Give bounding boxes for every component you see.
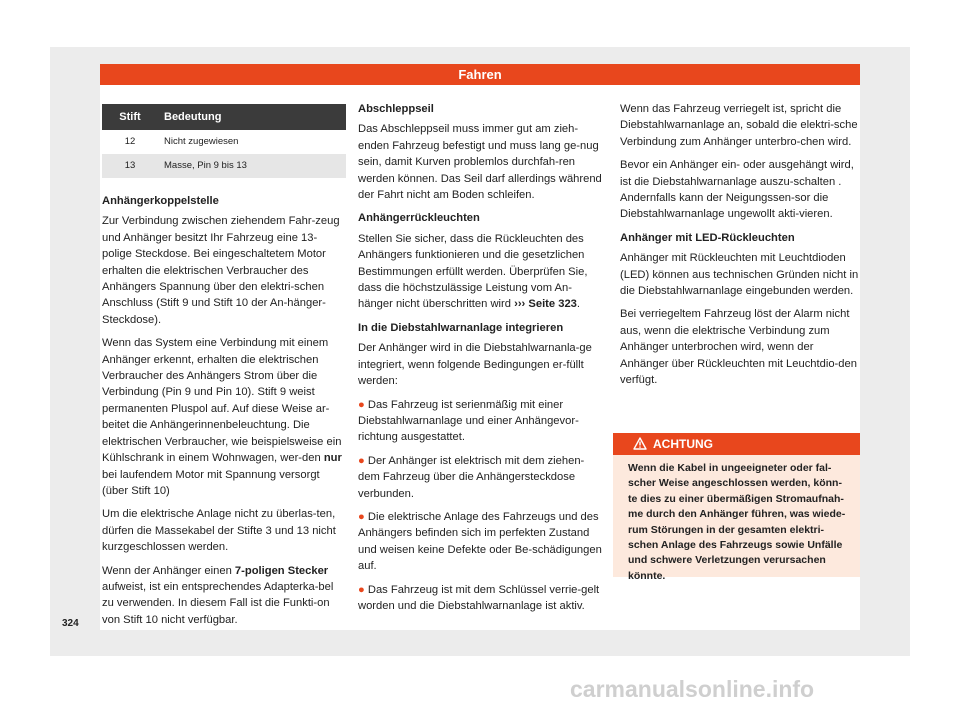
table-cell-meaning: Masse, Pin 9 bis 13 — [158, 154, 346, 178]
heading-abschleppseil: Abschleppseil — [358, 103, 434, 115]
heading-anhaengerrueckleuchten: Anhängerrückleuchten — [358, 212, 480, 225]
warning-title: ACHTUNG — [653, 437, 713, 451]
warning-triangle-icon — [633, 437, 647, 450]
page-reference-link[interactable]: ››› Seite 323 — [514, 298, 577, 311]
table-cell-pin: 13 — [102, 154, 158, 178]
table-cell-pin: 12 — [102, 130, 158, 154]
watermark: carmanualsonline.info — [570, 676, 815, 702]
emphasis: 7-poligen Stecker — [234, 564, 329, 577]
paragraph: Das Abschleppseil muss immer gut am zieh-enden Fahrzeug befestigt und muss lang ge-nug sein, damit Kurven problemlos durchfah-ren werden können. Das Seil darf allerdings während der Fahrt nicht am Boden schleifen. — [358, 123, 602, 202]
pin-table — [102, 104, 346, 178]
table-header-meaning: Bedeutung — [158, 104, 346, 130]
bullet-icon: ● — [358, 398, 365, 411]
list-item: ● Die elektrische Anlage des Fahrzeugs und des Anhängers befinden sich im perfekten Zustand und weisen keine Defekte oder Be-schädigungen auf. — [358, 510, 602, 573]
bullet-icon: ● — [358, 454, 365, 467]
heading-diebstahlwarnanlage: In die Diebstahlwarnanlage integrieren — [358, 321, 564, 334]
paragraph: Wenn das System eine Verbindung mit einem Anhänger erkennt, erhalten die elektrischen Verbraucher des Anhängers Strom über die Verbindung (Pin 9 und Pin 10). Stift 9 weist permanenten Pluspol auf. Auf diese Weise ar-beitet die Anhängerinnenbeleuchtung. Die elektrischen Verbraucher, wie beispielsweise ein Kühlschrank in einem Wohnwagen, wer-den nur bei laufendem Motor mit Spannung versorgt (über Stift 10) — [102, 337, 342, 497]
paragraph: Wenn das Fahrzeug verriegelt ist, spricht die Diebstahlwarnanlage an, sobald die elektri-sche Verbindung zum Anhänger unterbro-chen wird. — [620, 103, 858, 148]
table-row — [102, 154, 346, 178]
paragraph: Zur Verbindung zwischen ziehendem Fahr-zeug und Anhänger besitzt Ihr Fahrzeug eine 13-polige Steckdose. Bei eingeschaltetem Motor erhalten die elektrischen Verbraucher des Anhängers Spannung über den elektri-schen Anschluss (Stift 9 und Stift 10 der An-hänger-Steckdose). — [102, 215, 340, 326]
table-header-row — [102, 104, 346, 130]
column-2 — [358, 101, 602, 621]
paragraph: Anhänger mit Rückleuchten mit Leuchtdioden (LED) können aus technischen Gründen nicht in die Diebstahlwarnanlage eingebunden werden. — [620, 252, 859, 298]
table-header-pin: Stift — [102, 104, 158, 130]
heading-anhaengerkoppelstelle: Anhängerkoppelstelle — [102, 195, 219, 207]
bullet-icon: ● — [358, 583, 365, 596]
warning-box — [613, 433, 860, 582]
list-item: ● Das Fahrzeug ist mit dem Schlüssel verrie-gelt worden und die Diebstahlwarnanlage ist aktiv. — [358, 583, 600, 612]
paragraph: Bevor ein Anhänger ein- oder ausgehängt wird, ist die Diebstahlwarnanlage auszu-schalten . Andernfalls kann der Neigungssen-sor die Diebstahlwarnanlage ungewollt akti-vieren. — [620, 159, 854, 221]
warning-header — [613, 433, 860, 455]
bullet-icon: ● — [358, 510, 365, 523]
column-1 — [102, 104, 346, 635]
paragraph: Um die elektrische Anlage nicht zu überlas-ten, dürfen die Massekabel der Stifte 3 und 13 nicht kurzgeschlossen werden. — [102, 508, 336, 554]
emphasis: nur — [323, 452, 342, 465]
list-item: ● Das Fahrzeug ist serienmäßig mit einer Diebstahlwarnanlage und einer Anhängevor-richtung ausgestattet. — [358, 398, 579, 444]
paragraph: Stellen Sie sicher, dass die Rückleuchten des Anhängers funktionieren und die gesetzlichen Bestimmungen erfüllt werden. Überprüfen Sie, dass die höchstzulässige Leistung vom An-hänger nicht überschritten wird ››› Seite 323. — [358, 232, 588, 311]
paragraph: Der Anhänger wird in die Diebstahlwarnanla-ge integriert, wenn folgende Bedingungen er-füllt werden: — [358, 342, 592, 388]
column-3 — [620, 101, 860, 396]
list-item: ● Der Anhänger ist elektrisch mit dem ziehen-dem Fahrzeug über die Anhängersteckdose verbunden. — [358, 454, 585, 500]
page-number: 324 — [62, 618, 79, 629]
section-header: Fahren — [100, 64, 860, 85]
table-cell-meaning: Nicht zugewiesen — [158, 130, 346, 154]
table-row — [102, 130, 346, 154]
heading-led-rueckleuchten: Anhänger mit LED-Rückleuchten — [620, 231, 795, 244]
warning-text: Wenn die Kabel in ungeeigneter oder fal-scher Weise angeschlossen werden, könn-te dies zu einer übermäßigen Stromaufnah-me durch den Anhänger führen, was wiede-rum Störungen in der gesamten elektri-schen Anlage des Fahrzeugs sowie Unfälle und schwere Verletzungen verursachen könnte. — [628, 462, 846, 582]
paragraph: Wenn der Anhänger einen 7-poligen Stecker aufweist, ist ein entsprechendes Adapterka-bel zu verwenden. In diesem Fall ist die Funkti-on von Stift 10 nicht verfügbar. — [102, 564, 334, 626]
paragraph: Bei verriegeltem Fahrzeug löst der Alarm nicht aus, wenn die elektrische Verbindung zum Anhänger unterbrochen wird, wenn der Anhänger über Rückleuchten mit Leuchtdio-den verfügt. — [620, 308, 857, 387]
